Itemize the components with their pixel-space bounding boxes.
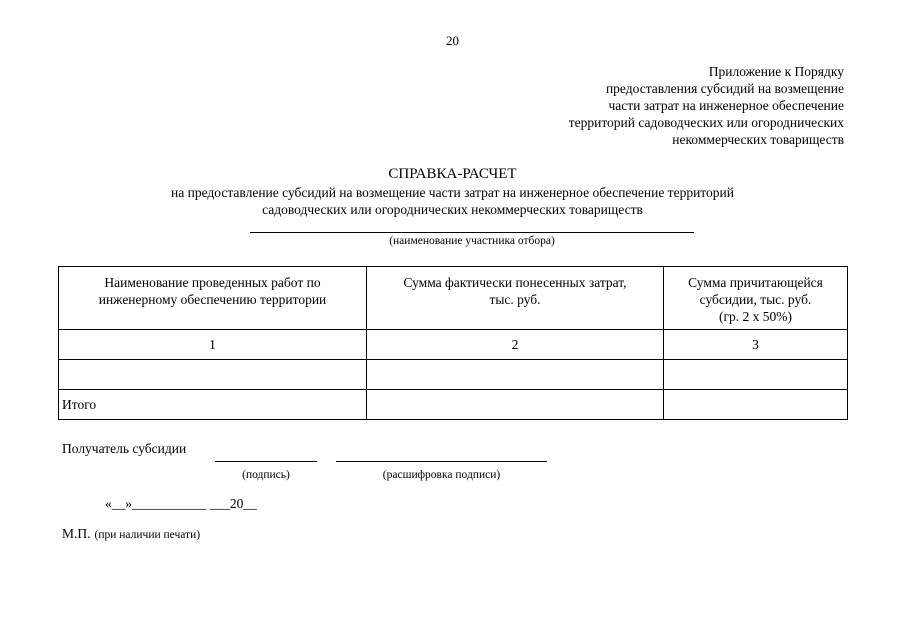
header-cell-subsidy: [664, 267, 848, 330]
calculation-table: [58, 266, 848, 420]
decryption-caption: (расшифровка подписи): [382, 469, 501, 481]
appendix-note: [569, 63, 844, 148]
empty-cell: [59, 360, 367, 390]
participant-name-line: [250, 232, 694, 233]
header-text: Сумма причитающейся: [688, 275, 823, 290]
document-title: СПРАВКА-РАСЧЕТ: [388, 166, 517, 182]
column-number: 3: [664, 330, 848, 360]
header-text: Сумма фактически понесенных затрат,: [403, 275, 627, 290]
column-number: 2: [367, 330, 664, 360]
subtitle-line-2: садоводческих или огороднических некоммерческих товариществ: [262, 202, 643, 217]
subtitle-line-1: на предоставление субсидий на возмещение части затрат на инженерное обеспечение территорий: [171, 185, 734, 200]
signature-caption: (подпись): [242, 469, 290, 481]
total-label: Итого: [59, 390, 367, 420]
header-text: субсидии, тыс. руб.: [699, 292, 812, 307]
table-row: [59, 360, 848, 390]
appendix-line: части затрат на инженерное обеспечение: [608, 98, 844, 113]
date-line: «__»___________ ___20__: [105, 496, 257, 511]
empty-cell: [367, 360, 664, 390]
header-text: (гр. 2 х 50%): [718, 309, 793, 324]
appendix-line: территорий садоводческих или огороднических: [568, 115, 844, 130]
empty-cell: [664, 390, 848, 420]
header-text: инженерному обеспечению территории: [98, 292, 327, 307]
header-cell-works: [59, 267, 367, 330]
column-number-row: [59, 330, 848, 360]
stamp-place: [62, 525, 200, 543]
appendix-line: предоставления субсидий на возмещение: [605, 81, 844, 96]
column-number: 1: [59, 330, 367, 360]
header-text: Наименование проведенных работ по: [104, 275, 321, 290]
signature-line: [215, 461, 317, 462]
table-header-row: [59, 267, 848, 330]
appendix-line: Приложение к Порядку: [708, 64, 844, 79]
decryption-line: [336, 461, 547, 462]
empty-cell: [664, 360, 848, 390]
total-row: [59, 390, 848, 420]
appendix-line: некоммерческих товариществ: [672, 132, 844, 147]
page-number: 20: [446, 33, 459, 48]
stamp-label: М.П.: [62, 526, 91, 541]
header-cell-costs: [367, 267, 664, 330]
participant-caption: (наименование участника отбора): [389, 235, 555, 247]
recipient-label: Получатель субсидии: [62, 441, 187, 456]
document-subtitle: [60, 184, 845, 218]
empty-cell: [367, 390, 664, 420]
stamp-note: (при наличии печати): [94, 529, 201, 541]
header-text: тыс. руб.: [489, 292, 541, 307]
